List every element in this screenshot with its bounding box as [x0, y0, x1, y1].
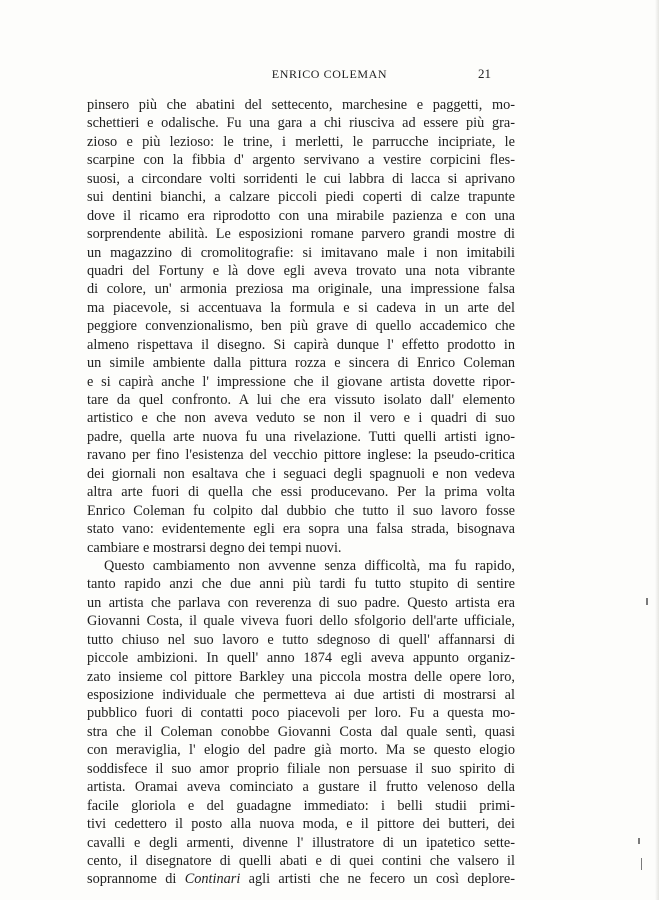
text-segment: soprannome di [87, 871, 185, 888]
scan-speck [646, 598, 648, 605]
text-line: soddisfece il suo amor proprio filiale non persuase il suo spirito di [87, 760, 515, 777]
text-line: peggiore convenzionalismo, ben più grave di quello accademico che [87, 318, 515, 335]
text-line: e si capirà anche l' impressione che il giovane artista dovette ripor- [87, 373, 515, 390]
text-line: suosi, a circondare volti sorridenti le cui labbra di lacca si aprivano [87, 170, 515, 187]
text-line: Giovanni Costa, il quale viveva fuori dello sfolgorio dell'arte ufficiale, [87, 613, 515, 630]
scan-speck [641, 858, 642, 870]
page-edge-shadow [655, 0, 659, 900]
running-title: ENRICO COLEMAN [271, 67, 388, 81]
text-line: ma piacevole, si accentuava la formula e si cadeva in un arte del [87, 299, 515, 316]
text-line: tivi cedettero il posto alla nuova moda, e il pittore dei butteri, dei [87, 816, 515, 833]
text-line: ravano per fino l'esistenza del vecchio pittore inglese: la pseudo-critica [87, 447, 515, 464]
text-line: tutto chiuso nel suo lavoro e tutto sdegnoso di quell' affannarsi di [87, 631, 515, 648]
text-line: dei giornali non esaltava che i seguaci degli spagnuoli e non vedeva [87, 465, 515, 482]
text-line: cambiare e mostrarsi degno dei tempi nuovi. [87, 539, 342, 556]
text-line: dove il ricamo era riprodotto con una mirabile pazienza e con una [87, 207, 515, 224]
text-line: artistico e che non aveva veduto se non il vero e i quadri di suo [87, 410, 515, 427]
text-line: Questo cambiamento non avvenne senza difficoltà, ma fu rapido, [104, 557, 515, 574]
text-line: schettieri e odalische. Fu una gara a chi riusciva ad essere più gra- [87, 115, 515, 132]
text-line: con meraviglia, l' elogio del padre già morto. Ma se questo elogio [87, 742, 515, 759]
text-line-final [87, 870, 515, 888]
scan-speck [638, 838, 640, 844]
text-line: tare da quel confronto. A lui che era vissuto isolato dall' elemento [87, 392, 515, 408]
text-line: zioso e più lezioso: le trine, i merletti, le parrucche incipriate, le [87, 133, 515, 150]
text-line: esposizione individuale che permetteva ai due artisti di mostrarsi al [87, 687, 515, 703]
text-line: un simile ambiente dalla pittura rozza e sincera di Enrico Coleman [87, 355, 515, 372]
text-line: scarpine con la fibbia d' argento servivano a vestire corpicini fles- [87, 152, 515, 169]
text-line: Enrico Coleman fu colpito dal dubbio che tutto il suo lavoro fosse [87, 502, 515, 519]
page-header [0, 64, 659, 84]
body-text [87, 96, 515, 889]
text-line: almeno rispettava il disegno. Si capirà dunque l' effetto prodotto in [87, 336, 515, 353]
text-line: stra che il Coleman conobbe Giovanni Costa dal quale sentì, quasi [87, 723, 515, 740]
text-line: un magazzino di cromolitografie: si imitavano male i non imitabili [87, 244, 515, 261]
text-segment: agli artisti che ne fecero un così deplore- [240, 871, 515, 888]
text-line: sui dentini bianchi, a calzare piccoli piedi coperti di calze trapunte [87, 189, 515, 206]
text-line: zato insieme col pittore Barkley una piccola mostra delle opere loro, [87, 668, 515, 685]
text-line: tanto rapido anzi che due anni più tardi fu tutto stupito di sentire [87, 576, 515, 593]
text-line: un artista che parlava con reverenza di suo padre. Questo artista era [87, 594, 515, 611]
page-number: 21 [478, 66, 491, 81]
text-line: piccole ambizioni. In quell' anno 1874 egli aveva appunto organiz- [87, 650, 515, 667]
text-line: cento, il disegnatore di quelli abati e di quei contini che valsero il [87, 852, 515, 869]
text-line: padre, quella arte nuova fu una rivelazione. Tutti quelli artisti igno- [87, 428, 515, 445]
text-line: cavalli e degli armenti, divenne l' illustratore di un ipatetico sette- [87, 834, 515, 851]
text-line: sorprendente abilità. Le esposizioni romane parvero grandi mostre di [87, 226, 515, 243]
text-line: pubblico fuori di contatti poco piacevoli per loro. Fu a questa mo- [87, 705, 515, 722]
text-line: altra arte fuori di quella che essi producevano. Per la prima volta [87, 484, 515, 501]
text-line: di colore, un' armonia preziosa ma originale, una impressione falsa [87, 281, 515, 298]
text-line: artista. Oramai aveva cominciato a gustare il frutto velenoso della [87, 779, 515, 796]
text-line: pinsero più che abatini del settecento, marchesine e paggetti, mo- [87, 97, 515, 113]
text-line: stato vano: evidentemente egli era sopra una falsa strada, bisognava [87, 521, 515, 538]
text-line: facile gloriola e del guadagne immediato: i belli studii primi- [87, 797, 515, 814]
italic-term: Continari [184, 871, 241, 888]
text-line: quadri del Fortuny e là dove egli aveva trovato una nota vibrante [87, 262, 515, 279]
